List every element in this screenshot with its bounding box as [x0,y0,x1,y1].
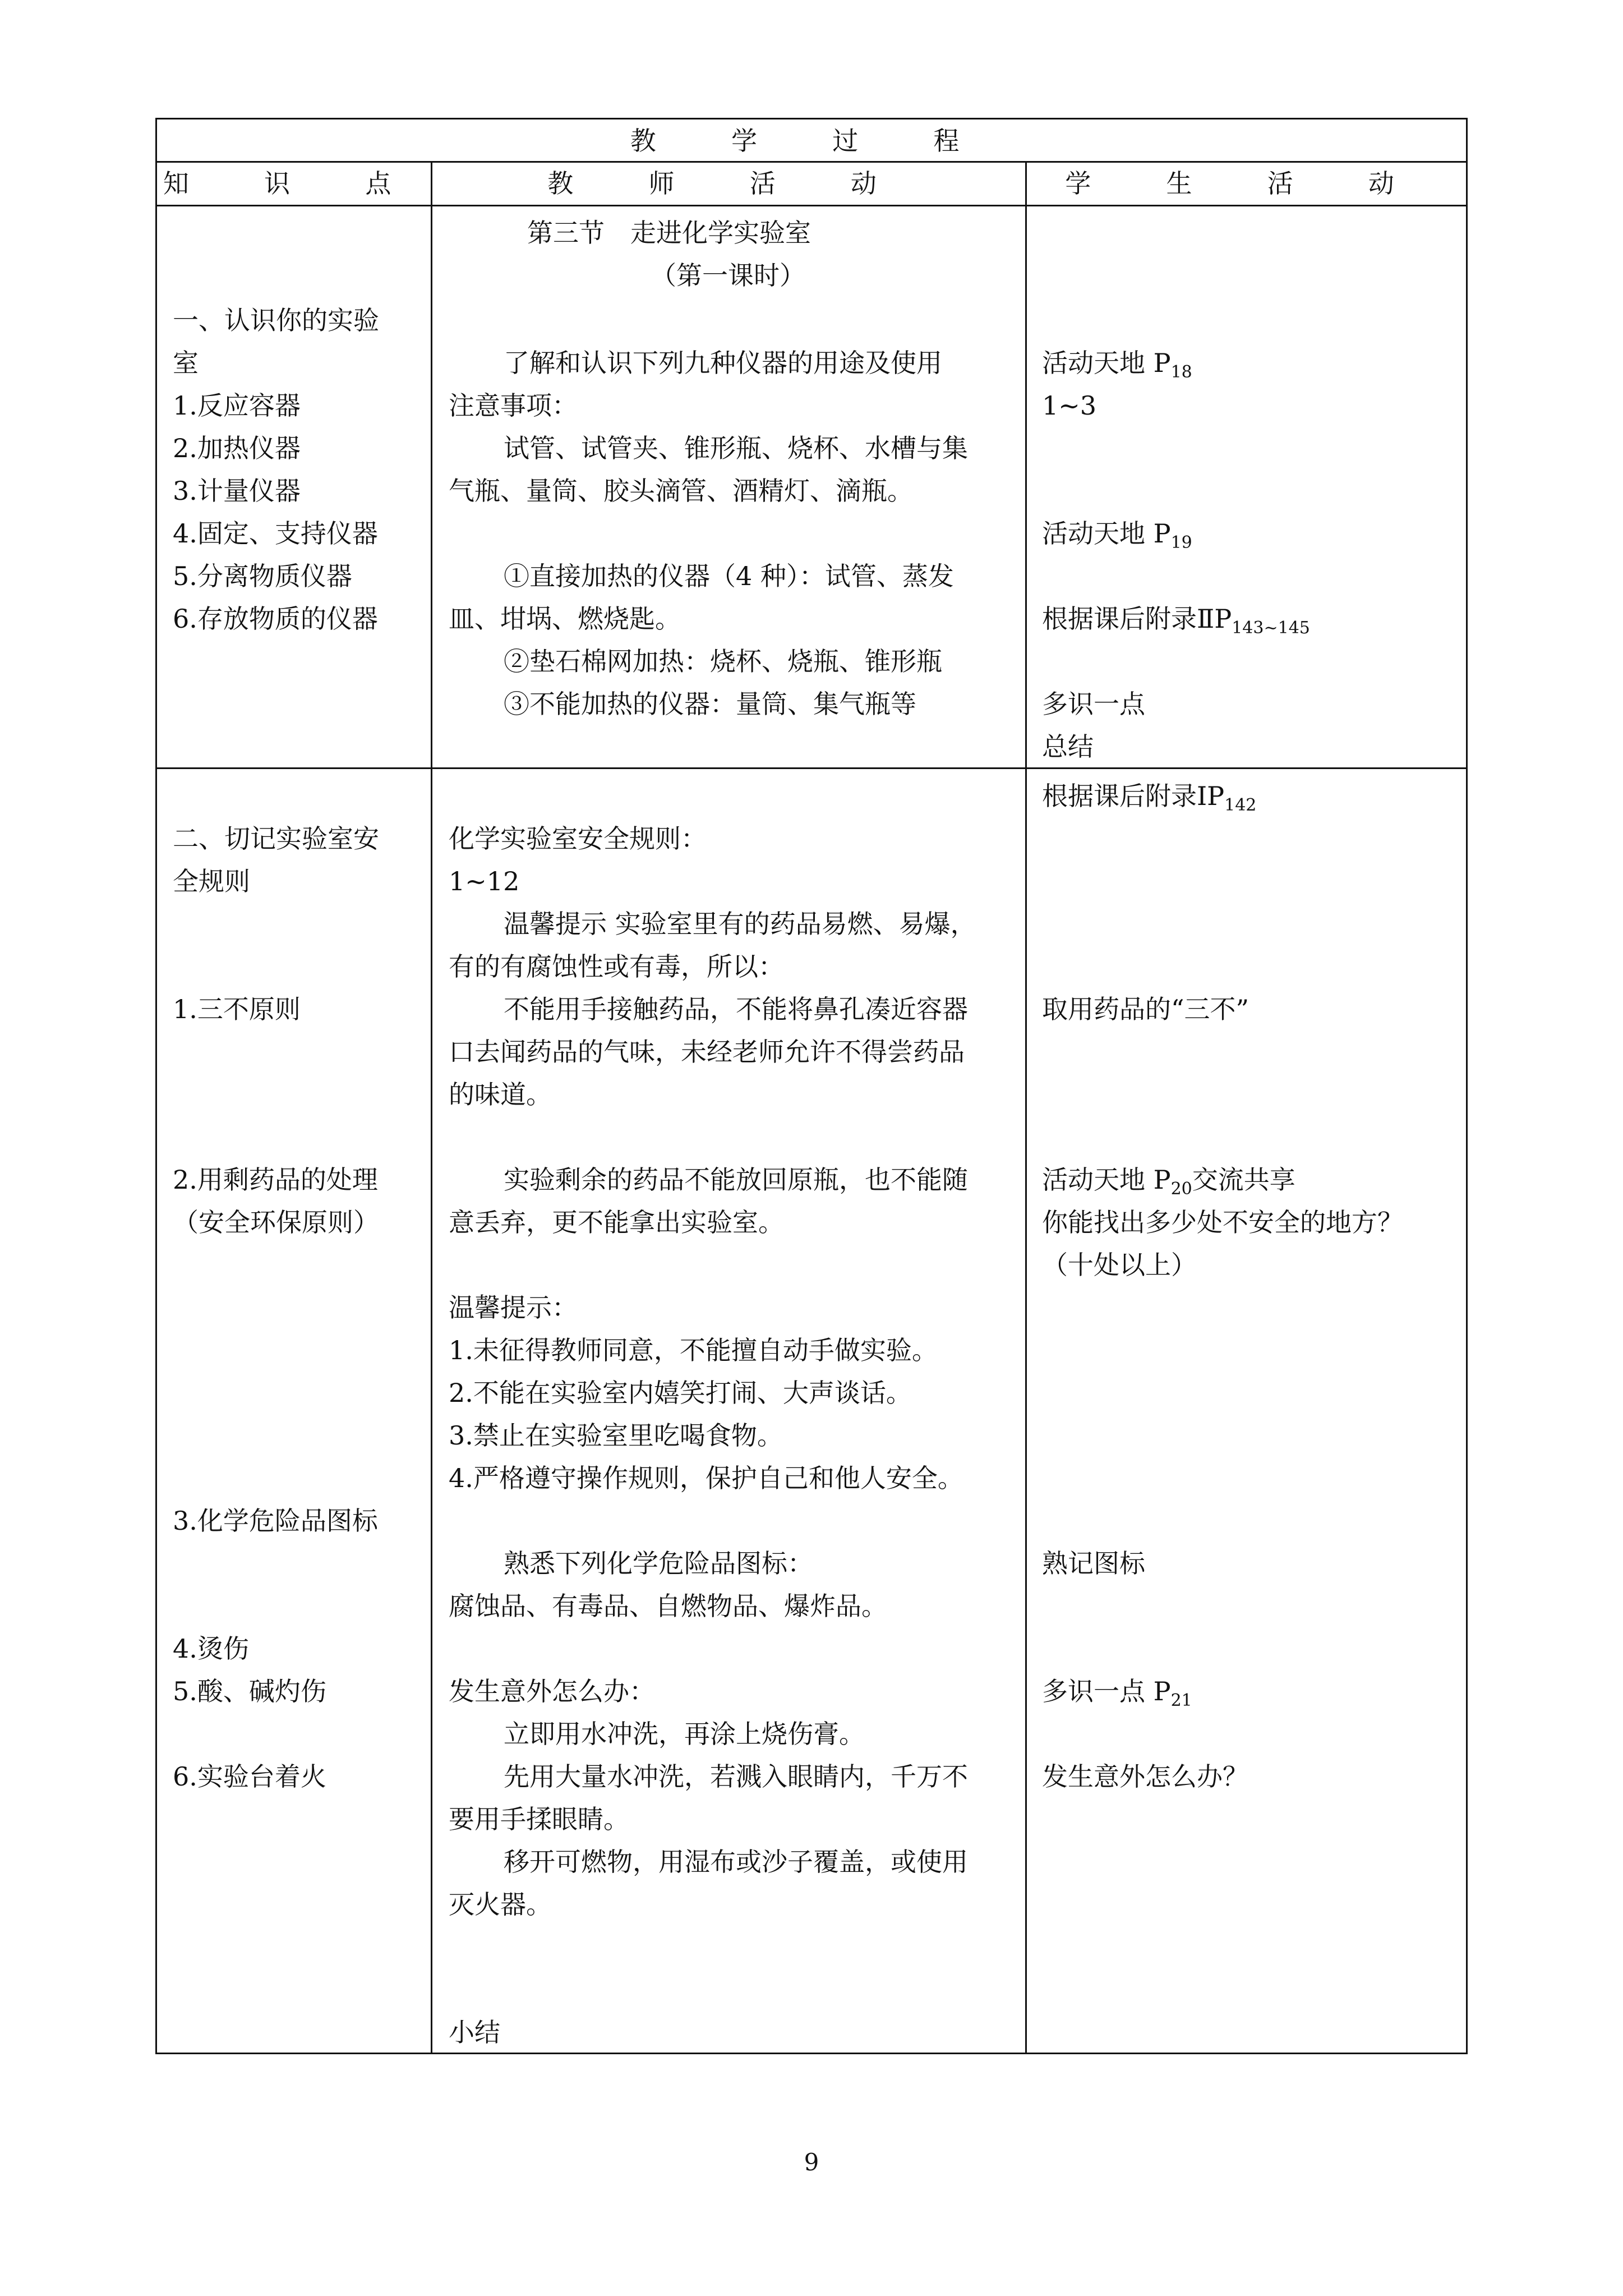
knowledge-item: 2.用剩药品的处理 [173,1165,378,1195]
student-text: 发生意外怎么办？ [1042,1761,1248,1792]
table-title: 教 学 过 程 [630,126,993,156]
teacher-text: 有的有腐蚀性或有毒，所以： [449,951,784,982]
header-teacher: 教 师 活 动 [547,168,910,199]
knowledge-item: 6.实验台着火 [173,1761,326,1792]
student-text: 根据课后附录$ⅡP_{143\sim 145}$ [1042,604,1310,638]
student-text: 根据课后附录$ⅠP_{142}$ [1042,781,1257,815]
student-text: 多识一点 $P_{21}$ [1042,1676,1192,1710]
teacher-text: 温馨提示 实验室里有的药品易燃、易爆， [504,909,976,939]
teacher-text: 的味道。 [449,1079,552,1110]
knowledge-item: 3.化学危险品图标 [173,1506,378,1536]
knowledge-item: 5.分离物质仪器 [173,561,352,591]
teacher-text: ③不能加热的仪器：量筒、集气瓶等 [504,689,916,719]
student-text: 取用药品的“三不” [1042,994,1249,1024]
column-divider [431,161,432,2053]
divider [157,767,1466,769]
teacher-text: 皿、坩埚、燃烧匙。 [449,604,681,634]
knowledge-item: 4.固定、支持仪器 [173,518,378,549]
teacher-text: 立即用水冲洗，再涂上烧伤膏。 [504,1719,865,1749]
header-knowledge: 知 识 点 [163,168,425,199]
teacher-text: 温馨提示： [449,1292,578,1323]
knowledge-item: （安全环保原则） [173,1207,379,1237]
knowledge-item: 6.存放物质的仪器 [173,604,378,634]
teacher-text: 要用手揉眼睛。 [449,1804,629,1834]
page-number: 9 [804,2148,819,2176]
knowledge-item: 4.烫伤 [173,1634,249,1664]
teacher-text: 化学实验室安全规则： [449,823,707,854]
teacher-text: 意丢弃，更不能拿出实验室。 [449,1207,784,1237]
header-student: 学 生 活 动 [1065,168,1428,199]
student-text: 总结 [1042,731,1094,762]
teacher-text: 3.禁止在实验室里吃喝食物。 [449,1420,783,1451]
teacher-text: 1~12 [449,866,520,896]
student-text: 活动天地 $P_{18}$ [1042,348,1192,382]
teacher-text: 熟悉下列化学危险品图标： [504,1548,813,1579]
divider [157,205,1466,206]
teacher-text: 4.严格遵守操作规则，保护自己和他人安全。 [449,1463,963,1493]
student-text: 熟记图标 [1042,1548,1145,1579]
lesson-table [155,118,1468,2054]
teacher-text: 移开可燃物，用湿布或沙子覆盖，或使用 [504,1847,968,1877]
knowledge-item: 一、认识你的实验 [173,305,379,335]
teacher-text: 小结 [449,2017,500,2047]
teacher-text: 实验剩余的药品不能放回原瓶，也不能随 [504,1165,968,1195]
knowledge-item: 室 [173,348,199,378]
teacher-text: 试管、试管夹、锥形瓶、烧杯、水槽与集 [504,433,968,463]
lesson-title: 第三节 走进化学实验室 [527,218,811,248]
student-text: 1~3 [1042,390,1097,421]
knowledge-item: 二、切记实验室安 [173,823,379,854]
lesson-subtitle: （第一课时） [651,260,805,291]
teacher-text: 先用大量水冲洗，若溅入眼睛内，千万不 [504,1761,968,1792]
teacher-text: 发生意外怎么办： [449,1676,655,1706]
knowledge-item: 1.三不原则 [173,994,301,1024]
teacher-text: 口去闻药品的气味，未经老师允许不得尝药品 [449,1037,965,1067]
knowledge-item: 1.反应容器 [173,390,301,421]
teacher-text: 气瓶、量筒、胶头滴管、酒精灯、滴瓶。 [449,476,913,506]
teacher-text: 了解和认识下列九种仪器的用途及使用 [504,348,942,378]
teacher-text: 腐蚀品、有毒品、自燃物品、爆炸品。 [449,1591,887,1621]
student-text: 多识一点 [1042,689,1145,719]
knowledge-item: 2.加热仪器 [173,433,301,463]
teacher-text: ①直接加热的仪器（4 种）：试管、蒸发 [504,561,954,591]
student-text: （十处以上） [1042,1250,1197,1280]
teacher-text: 灭火器。 [449,1889,552,1920]
student-text: 你能找出多少处不安全的地方？ [1042,1207,1403,1237]
column-divider [1025,161,1027,2053]
knowledge-item: 全规则 [173,866,250,896]
knowledge-item: 5.酸、碱灼伤 [173,1676,326,1706]
teacher-text: 1.未征得教师同意，不能擅自动手做实验。 [449,1335,938,1365]
teacher-text: 2.不能在实验室内嬉笑打闹、大声谈话。 [449,1378,912,1408]
student-text: 活动天地 $P_{20}$交流共享 [1042,1165,1295,1199]
student-text: 活动天地 $P_{19}$ [1042,518,1192,553]
knowledge-item: 3.计量仪器 [173,476,301,506]
teacher-text: ②垫石棉网加热：烧杯、烧瓶、锥形瓶 [504,646,942,677]
teacher-text: 不能用手接触药品，不能将鼻孔凑近容器 [504,994,968,1024]
teacher-text: 注意事项： [449,390,578,421]
